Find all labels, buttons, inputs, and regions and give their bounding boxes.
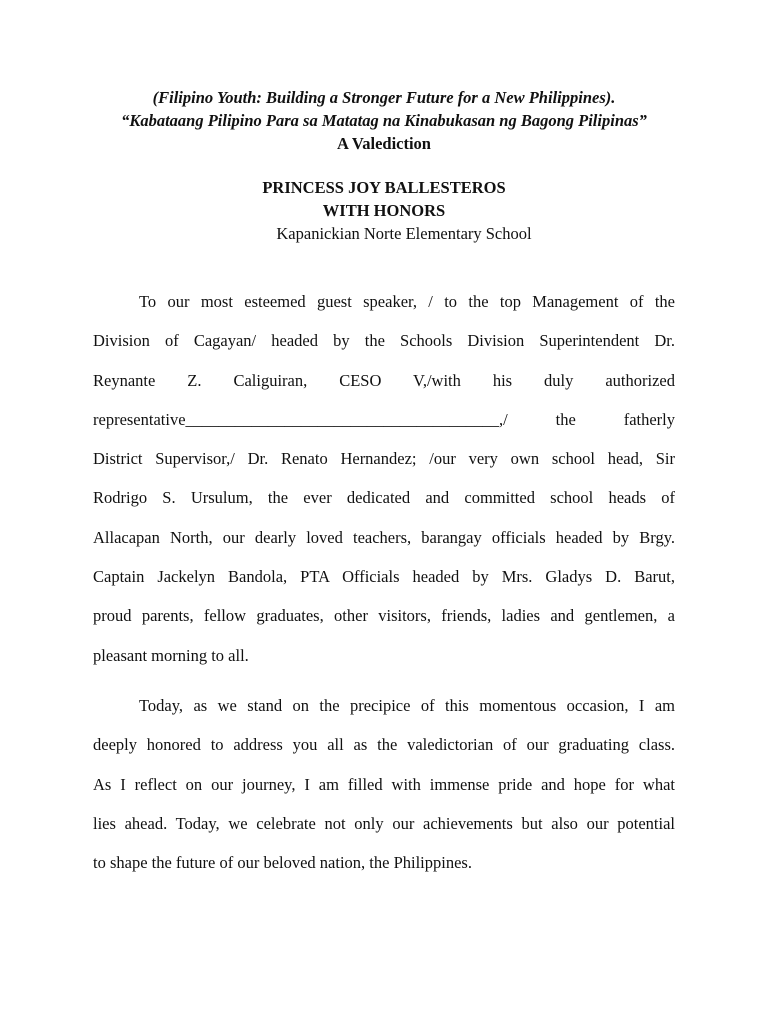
speaker-honor-text: WITH HONORS — [322, 201, 446, 220]
speaker-name: PRINCESS JOY BALLESTEROS — [262, 178, 506, 197]
theme-filipino: “Kabataang Pilipino Para sa Matatag na Kinabukasan ng Bagong Pilipinas” — [121, 111, 647, 130]
speech-type-heading: A Valediction — [337, 134, 431, 153]
paragraph-line: District Supervisor,/ Dr. Renato Hernandez; /our very own school head, Sir — [93, 449, 675, 469]
paragraph-line: lies ahead. Today, we celebrate not only our achievements but also our potential — [93, 813, 675, 833]
paragraph-line: Captain Jackelyn Bandola, PTA Officials headed by Mrs. Gladys D. Barut, — [93, 567, 675, 587]
paragraph-line: To our most esteemed guest speaker, / to the top Management of the — [139, 292, 675, 311]
speaker-honor — [0, 201, 768, 221]
school-name: Kapanickian Norte Elementary School — [276, 224, 532, 243]
paragraph-line: deeply honored to address you all as the valedictorian of our graduating class. — [93, 735, 675, 755]
paragraph-line: proud parents, fellow graduates, other visitors, friends, ladies and gentlemen, a — [93, 606, 675, 626]
paragraph-2 — [93, 696, 675, 892]
theme-english: (Filipino Youth: Building a Stronger Future for a New Philippines). — [152, 88, 616, 107]
paragraph-line: representative______________________________________,/ the fatherly — [93, 409, 675, 429]
paragraph-line: Division of Cagayan/ headed by the Schools Division Superintendent Dr. — [93, 331, 675, 351]
paragraph-line: to shape the future of our beloved nation, the Philippines. — [93, 853, 472, 873]
paragraph-1 — [93, 292, 675, 685]
paragraph-line: Today, as we stand on the precipice of this momentous occasion, I am — [139, 696, 675, 715]
paragraph-line: Reynante Z. Caliguiran, CESO V,/with his duly authorized — [93, 370, 675, 390]
paragraph-line: As I reflect on our journey, I am filled with immense pride and hope for what — [93, 774, 675, 794]
paragraph-line: Allacapan North, our dearly loved teachers, barangay officials headed by Brgy. — [93, 527, 675, 547]
paragraph-line: Rodrigo S. Ursulum, the ever dedicated and committed school heads of — [93, 488, 675, 508]
paragraph-line: pleasant morning to all. — [93, 645, 249, 665]
